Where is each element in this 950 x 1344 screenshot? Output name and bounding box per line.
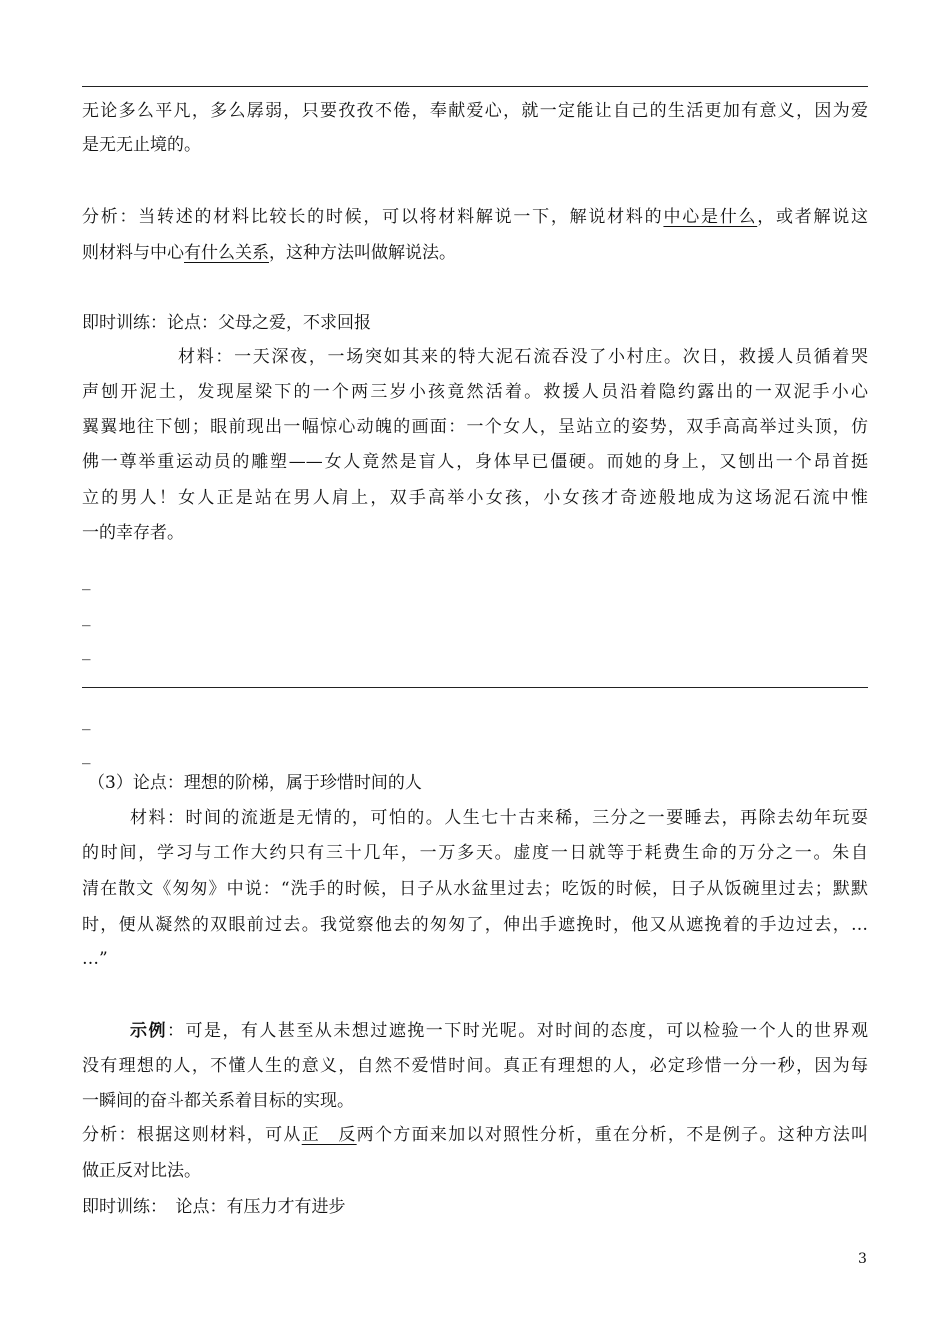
- paragraph-line: 是无无止境的。: [82, 135, 201, 155]
- material-line: 声刨开泥土，发现屋梁下的一个两三岁小孩竟然活着。救援人员沿着隐约露出的一双泥手小心: [82, 382, 868, 402]
- top-divider: [82, 86, 868, 87]
- example-line: 一瞬间的奋斗都关系着目标的实现。: [82, 1091, 354, 1111]
- material-line: 的时间，学习与工作大约只有三十几年，一万多天。虚度一日就等于耗费生命的万分之一。朱自: [82, 843, 868, 863]
- blank-mark: _: [82, 607, 91, 627]
- material-line: 材料：一天深夜，一场突如其来的特大泥石流吞没了小村庄。次日，救援人员循着哭: [178, 347, 868, 367]
- material-line: 一的幸存者。: [82, 523, 184, 543]
- material-line: 时，便从凝然的双眼前过去。我觉察他去的匆匆了，伸出手遮挽时，他又从遮挽着的手边过去，…: [82, 915, 868, 935]
- underlined-key-phrase: 有什么关系: [184, 243, 269, 263]
- material-line: …”: [82, 949, 108, 969]
- analysis-text: 分析：根据这则材料，可从: [82, 1125, 302, 1145]
- blank-mark: _: [82, 711, 91, 731]
- analysis-text: 则材料与中心: [82, 243, 184, 263]
- analysis-text: ，这种方法叫做解说法。: [269, 243, 456, 263]
- paragraph-line: 无论多么平凡，多么孱弱，只要孜孜不倦，奉献爱心，就一定能让自己的生活更加有意义，因为爱: [82, 101, 868, 121]
- example-line: [130, 1020, 868, 1042]
- material-line: 翼翼地往下刨；眼前现出一幅惊心动魄的画面：一个女人，呈站立的姿势，双手高高举过头顶，仿: [82, 417, 868, 437]
- analysis-line: [82, 1124, 868, 1146]
- analysis-line: 做正反对比法。: [82, 1161, 201, 1181]
- analysis-text: ，或者解说这: [757, 207, 868, 227]
- analysis-line: [82, 242, 456, 264]
- training-title: 即时训练： 论点：有压力才有进步: [82, 1197, 346, 1217]
- analysis-line: [82, 206, 868, 228]
- blank-mark: _: [82, 745, 91, 765]
- training-title: 即时训练：论点：父母之爱，不求回报: [82, 313, 371, 333]
- blank-mark: _: [82, 641, 91, 661]
- analysis-text: 两个方面来加以对照性分析，重在分析，不是例子。这种方法叫: [356, 1125, 869, 1145]
- analysis-text: 分析：当转述的材料比较长的时候，可以将材料解说一下，解说材料的: [82, 207, 664, 227]
- example-text: ：可是，有人甚至从未想过遮挽一下时光呢。对时间的态度，可以检验一个人的世界观: [166, 1021, 869, 1041]
- underlined-key-phrase: 中心是什么: [663, 207, 758, 227]
- material-line: 清在散文《匆匆》中说：“洗手的时候，日子从水盆里过去；吃饭的时候，日子从饭碗里过去；默默: [82, 879, 868, 899]
- blank-mark: _: [82, 571, 91, 591]
- example-label: 示例: [130, 1021, 167, 1041]
- section-title: （3）论点：理想的阶梯，属于珍惜时间的人: [88, 773, 422, 793]
- page-number: 3: [858, 1251, 867, 1267]
- material-line: 佛一尊举重运动员的雕塑——女人竟然是盲人，身体早已僵硬。而她的身上，又刨出一个昂首挺: [82, 452, 868, 472]
- example-line: 没有理想的人，不懂人生的意义，自然不爱惜时间。真正有理想的人，必定珍惜一分一秒，因为每: [82, 1056, 868, 1076]
- middle-divider: [82, 687, 868, 688]
- material-line: 立的男人！女人正是站在男人肩上，双手高举小女孩，小女孩才奇迹般地成为这场泥石流中惟: [82, 488, 868, 508]
- material-line: 材料：时间的流逝是无情的，可怕的。人生七十古来稀，三分之一要睡去，再除去幼年玩耍: [130, 808, 868, 828]
- underlined-key-phrase: 正 反: [301, 1125, 357, 1145]
